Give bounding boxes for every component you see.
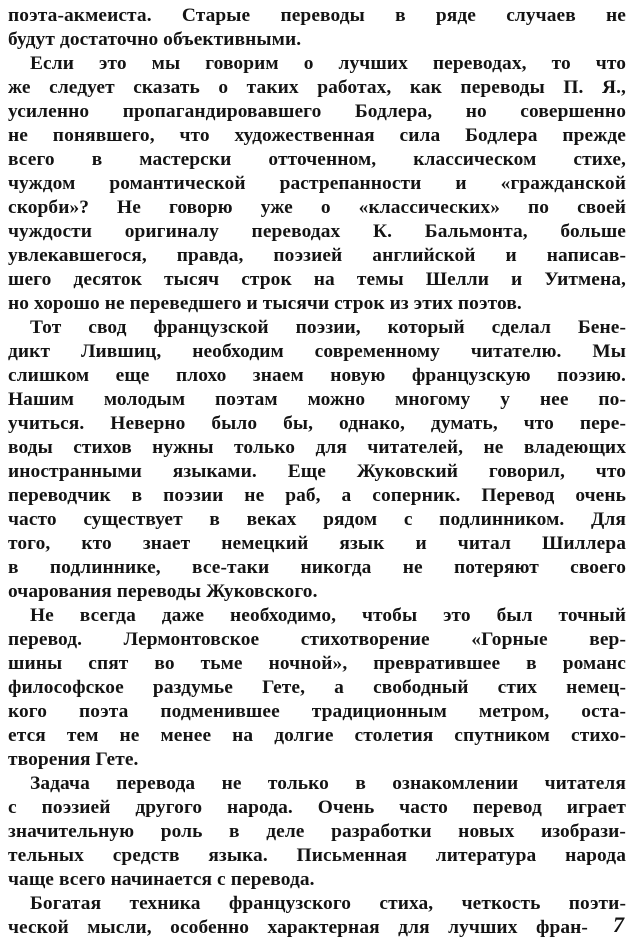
text-line: слишком еще плохо знаем новую французскую поэзию. (8, 365, 626, 386)
text-line: всего в мастерски отточенном, классическом стихе, (8, 149, 626, 170)
text-line: очарования переводы Жуковского. (8, 581, 318, 602)
text-line: кого поэта подменившее традиционным метром, оста- (8, 701, 626, 722)
text-line: чуждости оригиналу переводах К. Бальмонта, больше (8, 221, 626, 242)
text-line: значительную роль в деле разработки новых изобрази- (8, 821, 626, 842)
text-line: переводчик в поэзии не раб, а соперник. Перевод очень (8, 485, 626, 506)
text-line: воды стихов нужны только для читателей, не владеющих (8, 437, 626, 458)
text-line: философское раздумье Гете, а свободный стих немец- (8, 677, 626, 698)
page-number: 7 (613, 912, 624, 937)
text-line: в подлиннике, все-таки никогда не потеряют своего (8, 557, 626, 578)
text-line: скорби»? Не говорю уже о «классических» по своей (8, 197, 626, 218)
text-line: будут достаточно объективными. (8, 29, 302, 50)
text-line: но хорошо не переведшего и тысячи строк из этих поэтов. (8, 293, 522, 314)
text-line: шего десяток тысяч строк на темы Шелли и Уитмена, (8, 269, 626, 290)
text-line: поэта-акмеиста. Старые переводы в ряде случаев не (8, 5, 626, 26)
document-page (8, 0, 626, 948)
text-line: чаще всего начинается с перевода. (8, 869, 315, 890)
text-line: же следует сказать о таких работах, как переводы П. Я., (8, 77, 626, 98)
text-line: учиться. Неверно было бы, однако, думать, что пере- (8, 413, 626, 434)
text-line: творения Гете. (8, 749, 139, 770)
text-line: Богатая техника французского стиха, четкость поэти- (30, 893, 626, 914)
text-line: Задача перевода не только в ознакомлении читателя (30, 773, 626, 794)
text-line: того, кто знает немецкий язык и читал Шиллера (8, 533, 626, 554)
text-line: ческой мысли, особенно характерная для лучших фран- (8, 917, 588, 938)
text-line: усиленно пропагандировавшего Бодлера, но совершенно (8, 101, 626, 122)
text-line: не понявшего, что художественная сила Бодлера прежде (8, 125, 626, 146)
text-line: Не всегда даже необходимо, чтобы это был точный (30, 605, 626, 626)
text-line: шины спят во тьме ночной», превратившее в романс (8, 653, 626, 674)
text-line: увлекавшегося, правда, поэзией английской и написав- (8, 245, 626, 266)
text-line: часто существует в веках рядом с подлинником. Для (8, 509, 626, 530)
text-line: Если это мы говорим о лучших переводах, то что (30, 53, 626, 74)
text-line: чуждом романтической растрепанности и «гражданской (8, 173, 626, 194)
text-line: Нашим молодым поэтам можно многому у нее по- (8, 389, 626, 410)
text-line: ется тем не менее на долгие столетия спутником стихо- (8, 725, 626, 746)
text-line: иностранными языками. Еще Жуковский говорил, что (8, 461, 626, 482)
text-line: с поэзией другого народа. Очень часто перевод играет (8, 797, 626, 818)
text-line: тельных средств языка. Письменная литература народа (8, 845, 626, 866)
text-line: перевод. Лермонтовское стихотворение «Горные вер- (8, 629, 626, 650)
text-line: дикт Лившиц, необходим современному читателю. Мы (8, 341, 626, 362)
text-line: Тот свод французской поэзии, который сделал Бене- (30, 317, 626, 338)
